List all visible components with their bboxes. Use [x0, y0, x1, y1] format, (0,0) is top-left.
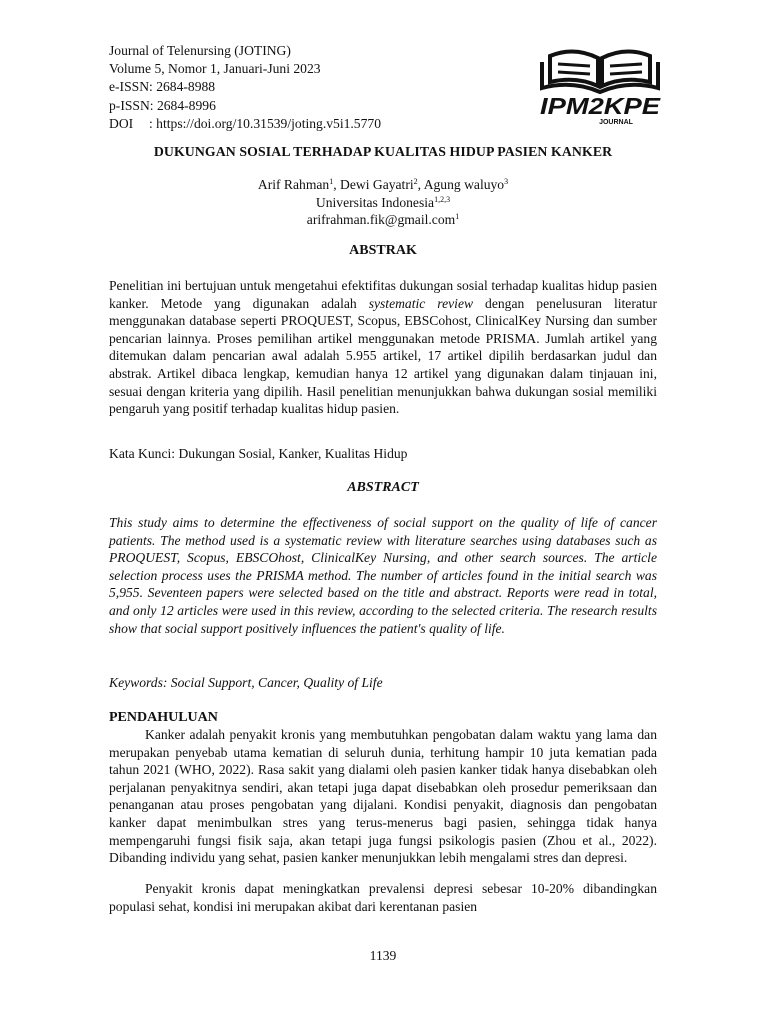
abstract-heading: ABSTRACT: [347, 480, 419, 495]
abstrak-text-part: dengan penelusuran literatur menggunakan database seperti PROQUEST, Scopus, EBSCohost, ClinicalKey Nursing dan sumber pencarian lainnya. Proses pemilihan artikel menggunakan metode PRISMA. Jumlah artikel yang ditemukan dalam pencarian awal adalah 5.955 artikel, 17 artikel dipilih berdasarkan judul dan abstrak. Artikel dibaca lengkap, kemudian hanya 12 artikel yang digunakan dalam tinjauan ini, sesuai dengan kriteria yang dipilih. Hasil penelitian menunjukkan bahwa dukungan sosial memiliki pengaruh yang positif terhadap kualitas hidup pasien.: [109, 295, 658, 417]
kata-kunci: Kata Kunci: Dukungan Sosial, Kanker, Kualitas Hidup: [109, 446, 408, 461]
journal-header: [109, 42, 381, 133]
author-email: [109, 211, 657, 229]
journal-logo: [536, 42, 664, 126]
email-link[interactable]: arifrahman.fik@gmail.com: [306, 212, 456, 227]
logo-text: IPM2KPE: [540, 93, 661, 119]
affiliation-name: Universitas Indonesia: [315, 194, 435, 210]
journal-pissn: p-ISSN: 2684-8996: [109, 97, 216, 113]
keywords: Keywords: Social Support, Cancer, Quality of Life: [109, 675, 383, 690]
author-name: Arif Rahman: [257, 177, 330, 192]
open-book-icon: [536, 42, 664, 126]
paper-title: DUKUNGAN SOSIAL TERHADAP KUALITAS HIDUP PASIEN KANKER: [153, 144, 613, 159]
logo-subtext: JOURNAL: [599, 119, 633, 126]
journal-volume: Volume 5, Nomor 1, Januari-Juni 2023: [109, 61, 321, 77]
abstrak-italic-term: systematic review: [368, 295, 474, 311]
journal-doi: [109, 115, 381, 133]
introduction-paragraph: Penyakit kronis dapat meningkatkan prevalensi depresi sebesar 10-20% dibandingkan populasi sehat, kondisi ini merupakan akibat dari kerentanan pasien: [109, 881, 657, 914]
author-superscript: 3: [504, 177, 509, 186]
journal-name: Journal of Telenursing (JOTING): [109, 43, 291, 58]
introduction-paragraph: Kanker adalah penyakit kronis yang membutuhkan pengobatan dalam waktu yang lama dan merupakan penyebab utama kematian di seluruh dunia, terhitung hampir 10 juta kematian pada tahun 2021 (WHO, 2022). Rasa sakit yang dialami oleh pasien kanker tidak hanya disebabkan oleh perjalanan penyakitnya sendiri, akan tetapi juga dapat disebabkan oleh prosedur pemeriksaan dan penanganan atau proses pengobatan yang dijalani. Kondisi penyakit, diagnosis dan pengobatan kanker dapat menimbulkan stres yang terus-menerus bagi pasien, sehingga tidak hanya mempengaruhi fungsi fisik saja, akan tetapi juga fungsi psikologis pasien (Zhou et al., 2022). Dibanding individu yang sehat, pasien kanker menunjukkan lebih mengalami stres dan depresi.: [109, 727, 657, 866]
author-name: Agung waluyo: [423, 177, 505, 192]
author-list: [109, 176, 657, 194]
introduction-heading: PENDAHULUAN: [109, 710, 218, 725]
abstrak-heading: ABSTRAK: [349, 243, 417, 258]
affiliation-superscript: 1,2,3: [434, 194, 451, 204]
page-number: 1139: [369, 948, 397, 963]
abstrak-text: [109, 277, 657, 418]
abstrak-text-part: Penelitian ini bertujuan untuk mengetahui efektifitas dukungan sosial terhadap kualitas hidup pasien kanker. Metode yang digunakan adalah: [109, 278, 657, 311]
email-superscript: 1: [455, 212, 460, 221]
affiliation: [109, 194, 657, 212]
author-name: Dewi Gayatri: [340, 177, 414, 192]
journal-eissn: e-ISSN: 2684-8988: [109, 79, 216, 95]
author-superscript: 2: [413, 177, 418, 186]
author-separator: ,: [333, 177, 341, 192]
doi-link[interactable]: : https://doi.org/10.31539/joting.v5i1.5770: [149, 115, 381, 131]
authors-block: [109, 176, 657, 229]
abstract-text: This study aims to determine the effectiveness of social support on the quality of life of cancer patients. The method used is a systematic review with literature searches using databases such as PROQUEST, Scopus, EBSCOhost, ClinicalKey Nursing, and other search sources. The article selection process uses the PRISMA method. The number of articles found in the initial search was 5,955. Seventeen papers were selected based on the title and abstract. Reports were read in total, and only 12 articles were used in this review, according to the selected criteria. The research results show that social support positively influences the patient's quality of life.: [109, 515, 657, 636]
author-superscript: 1: [329, 177, 334, 186]
author-separator: ,: [417, 177, 424, 192]
doi-label: DOI: [109, 115, 134, 131]
